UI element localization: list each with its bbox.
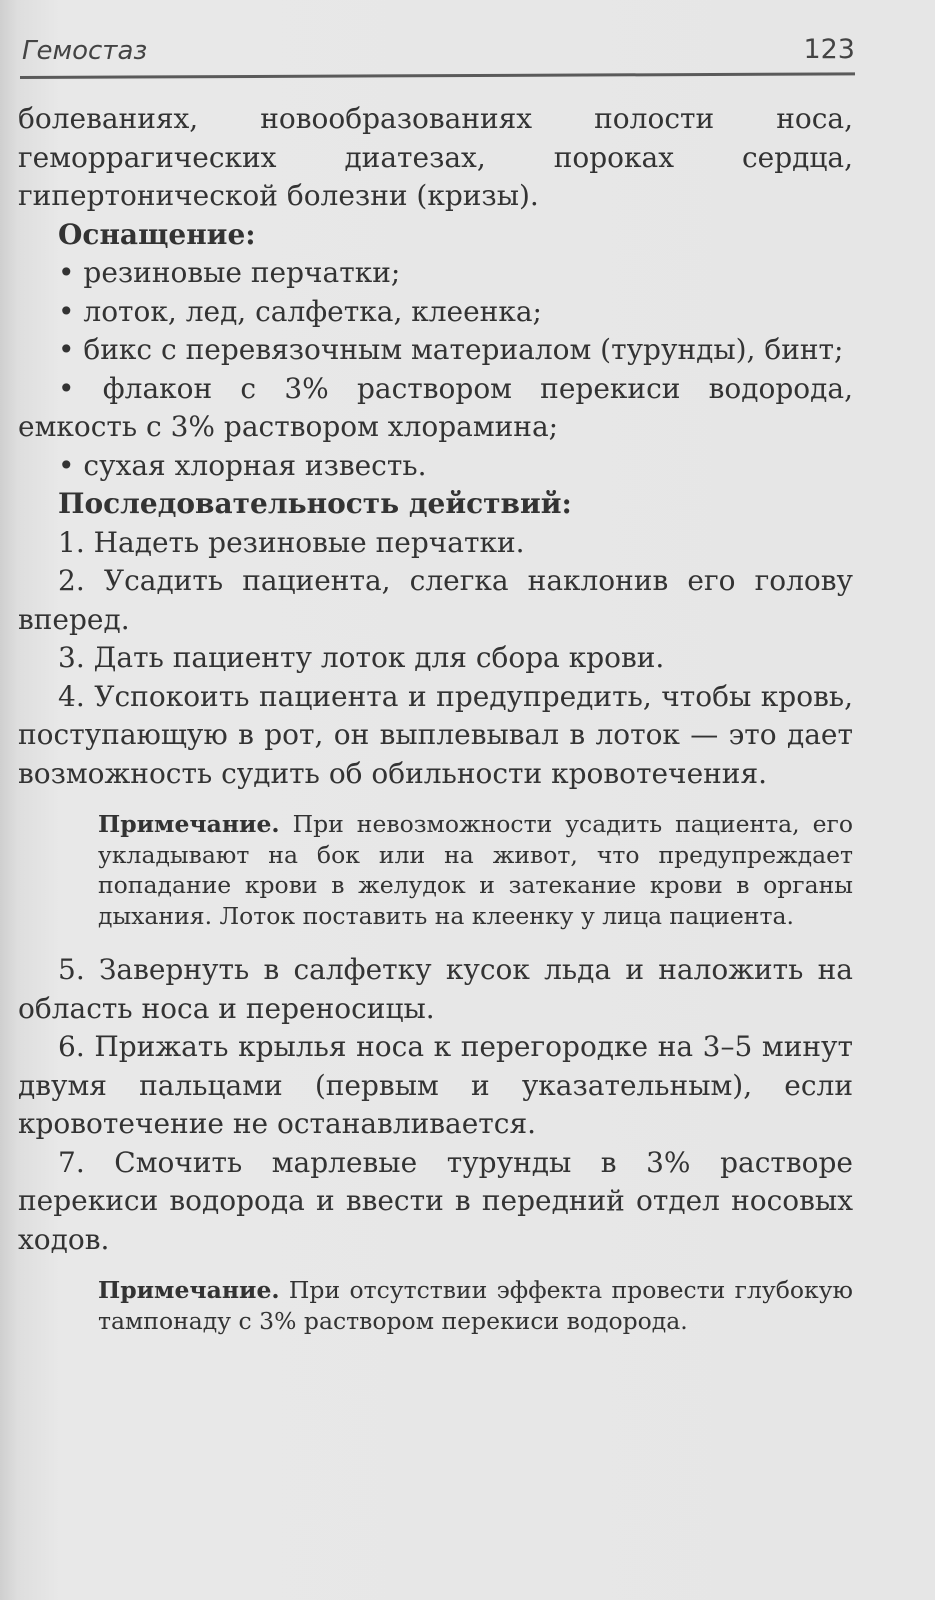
page-body [18, 100, 853, 1356]
note-block [98, 1275, 853, 1336]
intro-continuation: болеваниях, новообразованиях полости носа, геморрагических диатезах, пороках сердца, гипертонической болезни (кризы). [18, 102, 853, 212]
note-label: Примечание. [98, 810, 280, 838]
note-text: При отсутствии эффекта провести глубокую тампонаду с 3% раствором перекиси водорода. [98, 1276, 853, 1335]
equipment-item: • резиновые перчатки; [58, 256, 401, 289]
note-label: Примечание. [98, 1276, 280, 1304]
equipment-heading: Оснащение: [58, 217, 256, 251]
step-item: 3. Дать пациенту лоток для сбора крови. [58, 641, 665, 674]
equipment-item: • флакон с 3% раствором перекиси водорода, емкость с 3% раствором хлорамина; [18, 371, 853, 443]
running-title: Гемостаз [22, 36, 148, 66]
step-item: 7. Смочить марлевые турунды в 3% растворе перекиси водорода и ввести в передний отдел носовых ходов. [18, 1145, 853, 1256]
step-item: 4. Успокоить пациента и предупредить, чтобы кровь, поступающую в рот, он выплевывал в лоток — это дает возможность судить об обильности кровотечения. [18, 679, 853, 790]
step-item: 6. Прижать крылья носа к перегородке на 3–5 минут двумя пальцами (первым и указательным), если кровотечение не останавливается. [18, 1030, 853, 1140]
step-item: 5. Завернуть в салфетку кусок льда и наложить на область носа и переносицы. [18, 953, 853, 1025]
note-block [98, 809, 853, 931]
steps-heading: Последовательность действий: [58, 487, 572, 520]
step-item: 1. Надеть резиновые перчатки. [58, 525, 525, 559]
page-number: 123 [803, 34, 855, 65]
equipment-item: • бикс с перевязочным материалом (турунды), бинт; [58, 333, 844, 366]
equipment-item: • сухая хлорная известь. [58, 448, 427, 482]
note-text: При невозможности усадить пациента, его укладывают на бок или на живот, что предупреждает попадание крови в желудок и затекание крови в органы дыхания. Лоток поставить на клеенку у лица пациента. [98, 810, 853, 930]
equipment-item: • лоток, лед, салфетка, клеенка; [58, 294, 542, 328]
step-item: 2. Усадить пациента, слегка наклонив его голову вперед. [18, 564, 853, 636]
